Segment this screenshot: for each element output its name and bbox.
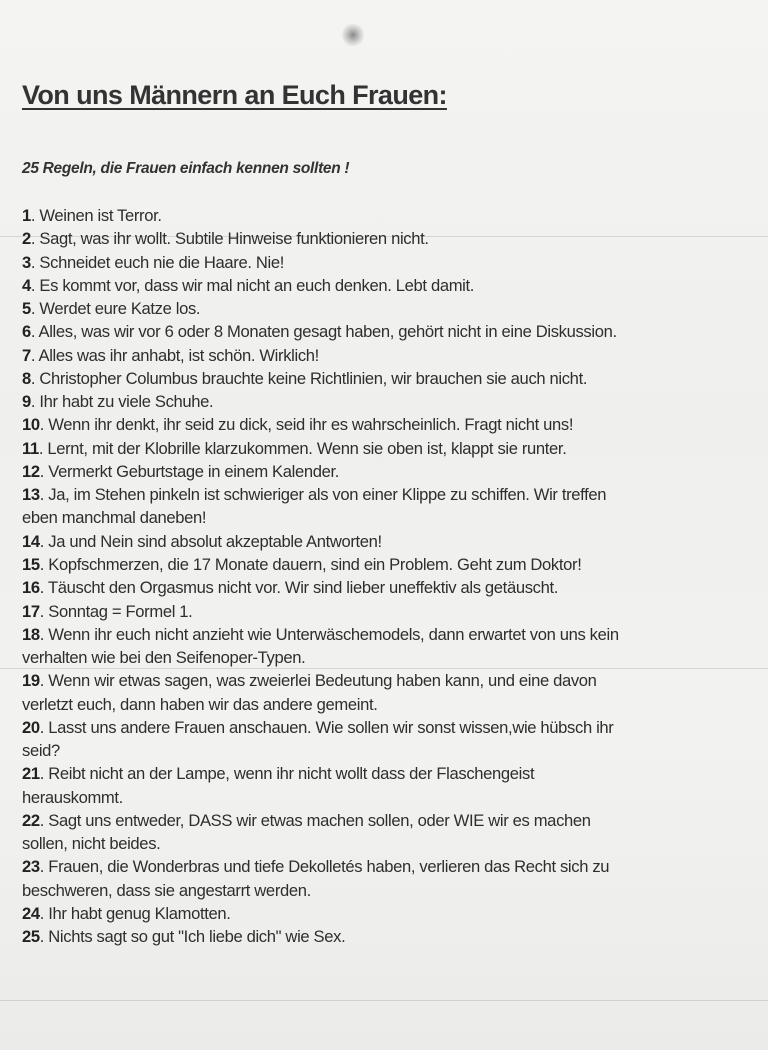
rule-item — [22, 390, 762, 413]
rule-text-continuation: verletzt euch, dann haben wir das andere gemeint. — [22, 694, 378, 714]
rule-text: . Sonntag = Formel 1. — [39, 601, 193, 621]
rule-number: 8 — [22, 368, 31, 388]
document-title: Von uns Männern an Euch Frauen: — [22, 80, 447, 110]
rule-text-continuation: verhalten wie bei den Seifenoper-Typen. — [22, 648, 306, 668]
rule-item — [22, 320, 762, 343]
rule-text: . Vermerkt Geburtstage in einem Kalender. — [39, 461, 340, 481]
rule-text: . Weinen ist Terror. — [30, 206, 162, 225]
rule-item — [22, 902, 762, 925]
rule-item — [22, 553, 762, 576]
rule-number: 3 — [22, 252, 31, 272]
rule-text: . Ihr habt zu viele Schuhe. — [30, 392, 214, 412]
rule-item — [22, 251, 762, 274]
rule-number: 10 — [22, 415, 40, 435]
rule-text: . Lasst uns andere Frauen anschauen. Wie sollen wir sonst wissen,wie hübsch ihr — [39, 717, 614, 737]
rule-item — [22, 600, 762, 623]
rule-text: . Alles was ihr anhabt, ist schön. Wirklich! — [30, 345, 319, 365]
rule-text: . Es kommt vor, dass wir mal nicht an euch denken. Lebt damit. — [30, 275, 475, 295]
rule-item — [22, 437, 762, 460]
rule-text: . Sagt, was ihr wollt. Subtile Hinweise funktionieren nicht. — [30, 229, 429, 249]
rule-text-continuation: herauskommt. — [22, 787, 123, 807]
rule-text: . Ja, im Stehen pinkeln ist schwieriger als von einer Klippe zu schiffen. Wir treffen — [39, 485, 607, 505]
rule-text: . Schneidet euch nie die Haare. Nie! — [30, 252, 284, 272]
rule-text: . Sagt uns entweder, DASS wir etwas machen sollen, oder WIE wir es machen — [39, 810, 591, 830]
rule-item — [22, 227, 762, 250]
rule-text: . Ihr habt genug Klamotten. — [39, 903, 231, 923]
rule-number: 1 — [22, 206, 31, 225]
rule-number: 25 — [22, 927, 40, 947]
rule-item — [22, 413, 762, 436]
rule-number: 9 — [22, 392, 31, 412]
rule-number: 20 — [22, 717, 40, 737]
rule-number: 12 — [22, 461, 40, 481]
rule-text: . Nichts sagt so gut "Ich liebe dich" wie Sex. — [39, 927, 346, 947]
rules-list — [22, 204, 762, 949]
rule-text: . Wenn ihr denkt, ihr seid zu dick, seid ihr es wahrscheinlich. Fragt nicht uns! — [39, 415, 574, 435]
rule-item — [22, 855, 762, 878]
rule-number: 7 — [22, 345, 31, 365]
rule-item — [22, 669, 762, 692]
rule-text: . Wenn ihr euch nicht anzieht wie Unterwäschemodels, dann erwartet von uns kein — [39, 624, 619, 644]
rule-text: . Ja und Nein sind absolut akzeptable Antworten! — [39, 531, 382, 551]
rule-number: 17 — [22, 601, 40, 621]
rule-number: 23 — [22, 857, 40, 877]
rule-number: 16 — [22, 578, 40, 598]
rule-item — [22, 274, 762, 297]
rule-text: . Alles, was wir vor 6 oder 8 Monaten gesagt haben, gehört nicht in eine Diskussion. — [30, 322, 617, 342]
rule-number: 22 — [22, 810, 40, 830]
rule-text: . Täuscht den Orgasmus nicht vor. Wir sind lieber uneffektiv als getäuscht. — [39, 578, 558, 598]
staple-mark — [342, 22, 364, 48]
rule-text-continuation: sollen, nicht beides. — [22, 834, 161, 854]
rule-number: 14 — [22, 531, 40, 551]
rule-item — [22, 204, 762, 227]
rule-number: 5 — [22, 299, 31, 319]
rule-item — [22, 716, 762, 739]
rule-text-continuation: eben manchmal daneben! — [22, 508, 207, 528]
rule-text: . Kopfschmerzen, die 17 Monate dauern, sind ein Problem. Geht zum Doktor! — [39, 554, 582, 574]
rule-number: 24 — [22, 903, 40, 923]
rule-text: . Werdet eure Katze los. — [30, 299, 201, 319]
rule-number: 2 — [22, 229, 31, 249]
document-subtitle: 25 Regeln, die Frauen einfach kennen sollten ! — [22, 160, 350, 177]
rule-item — [22, 762, 762, 785]
rule-number: 4 — [22, 275, 31, 295]
rule-number: 11 — [22, 438, 39, 458]
rule-number: 21 — [22, 764, 40, 784]
rule-item — [22, 925, 762, 948]
rule-text: . Frauen, die Wonderbras und tiefe Dekolletés haben, verlieren das Recht sich zu — [39, 857, 610, 877]
rule-text: . Christopher Columbus brauchte keine Richtlinien, wir brauchen sie auch nicht. — [30, 368, 588, 388]
rule-text: . Wenn wir etwas sagen, was zweierlei Bedeutung haben kann, und eine davon — [39, 671, 597, 691]
rule-text-continuation: seid? — [22, 741, 60, 761]
rule-item — [22, 809, 762, 832]
rule-number: 18 — [22, 624, 40, 644]
rule-number: 19 — [22, 671, 40, 691]
rule-number: 13 — [22, 485, 40, 505]
rule-item — [22, 576, 762, 599]
rule-text-continuation: beschweren, dass sie angestarrt werden. — [22, 880, 311, 900]
rule-item — [22, 367, 762, 390]
rule-number: 6 — [22, 322, 31, 342]
rule-number: 15 — [22, 554, 40, 574]
rule-item — [22, 483, 762, 506]
rule-item — [22, 530, 762, 553]
rule-item — [22, 460, 762, 483]
paper-fold — [0, 1000, 768, 1001]
rule-item — [22, 623, 762, 646]
rule-text: . Reibt nicht an der Lampe, wenn ihr nicht wollt dass der Flaschengeist — [39, 764, 535, 784]
rule-item — [22, 297, 762, 320]
rule-item — [22, 344, 762, 367]
rule-text: . Lernt, mit der Klobrille klarzukommen. Wenn sie oben ist, klappt sie runter. — [38, 438, 567, 458]
